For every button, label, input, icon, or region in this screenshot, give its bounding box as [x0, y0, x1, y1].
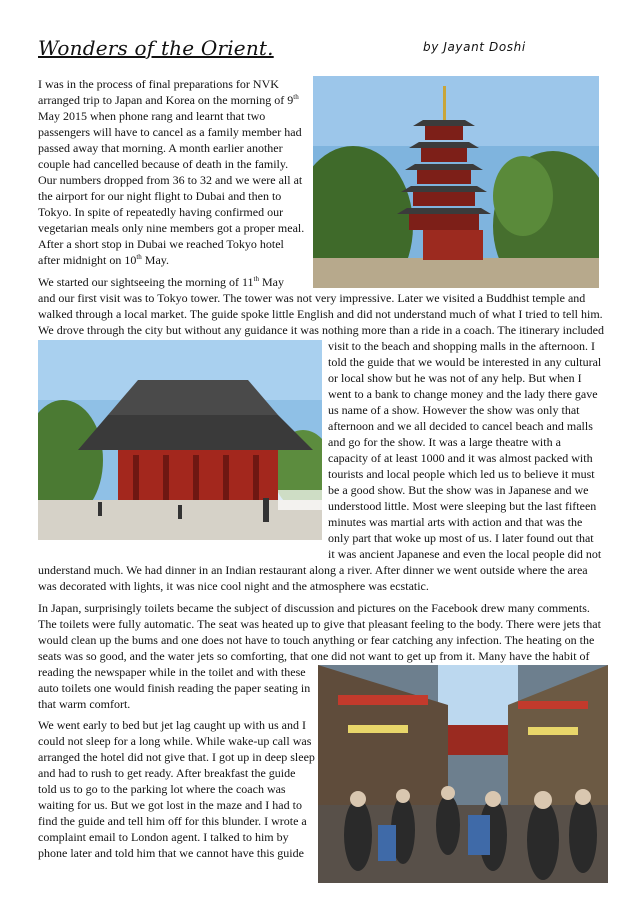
article-title: Wonders of the Orient. — [38, 36, 274, 60]
paragraph-toilets: In Japan, surprisingly toilets became the subject of discussion and pictures on the Facebook drew many comments. The toilets were fully automatic. The seat was heated up to give that pleasant feeling to the body. There were jets that would clean up the bums and one does not have to touch anything or fear catching any infection. The heating on the seats was so good, and the water jets so comforting, that one did not want to get up from it. Many have the habit of reading the newspaper while in the toilet and with these auto toilets one would finish reading the paper seating in that warm comfort. — [38, 601, 601, 711]
pagoda-photo — [313, 76, 599, 288]
market-street-photo — [318, 665, 608, 883]
temple-photo — [38, 340, 322, 540]
paragraph-jetlag: We went early to bed but jet lag caught up with us and I could not sleep for a long while. While wake-up call was arranged the hotel did not give that. I got up in deep sleep and had to rush to get ready. After breakfast the guide told us to go to the parking lot where the coach was waiting for us. But we got lost in the maze and I had to find the guide and tell him off for this blunder. I wrote a complaint email to London agent. I talked to him by phone later and told him that we cannot have this guide — [38, 718, 315, 860]
paragraph-sightseeing-right: visit to the beach and shopping malls in the afternoon. I told the guide that we would be interested in any cultural or local show but he was not of any help. But when I went to a bank to change money and the lady there gave us name of a show. However the show was only that afternoon and we all decided to cancel beach and malls and go for the show. It was a large theatre with a capacity of at least 1000 and it was almost packed with tourists and local people which led us to believe it must be a good show. But the show was in Japanese and we understood little. Most were sleeping but the last fifteen minutes was martial arts with action and that was the only part that woke up most of us. I later found out that it was ancient Japanese and even the local people did not — [328, 339, 602, 561]
paragraph-intro: I was in the process of final preparations for NVK arranged trip to Japan and Korea on the morning of 9th May 2015 when phone rang and learnt that two passengers will have to cancel as a family member had passed away that morning. A month earlier another couple had cancelled because of death in the family. Our numbers dropped from 36 to 32 and we were all at the airport for our night flight to Dubai and then to Tokyo. In spite of repeatedly having confirmed our vegetarian meals only nine members got a proper meal. After a short stop in Dubai we reached Tokyo hotel after midnight on 10th May. — [38, 77, 305, 267]
author-byline: by Jayant Doshi — [423, 40, 526, 54]
paragraph-sightseeing-top: We started our sightseeing the morning of 11th May and our first visit was to Tokyo tower. The tower was not very impressive. Later we visited a Buddhist temple and walked through a local market. The guide spoke little English and did not understand much of what I tried to tell him. We drove through the city but without any guidance it was nothing more than a ride in a coach. The itinerary included — [38, 275, 604, 337]
paragraph-sightseeing-bottom: understand much. We had dinner in an Indian restaurant along a river. After dinner we went outside where the area was decorated with lights, it was nice cool night and the atmosphere was ecstatic. — [38, 563, 588, 593]
